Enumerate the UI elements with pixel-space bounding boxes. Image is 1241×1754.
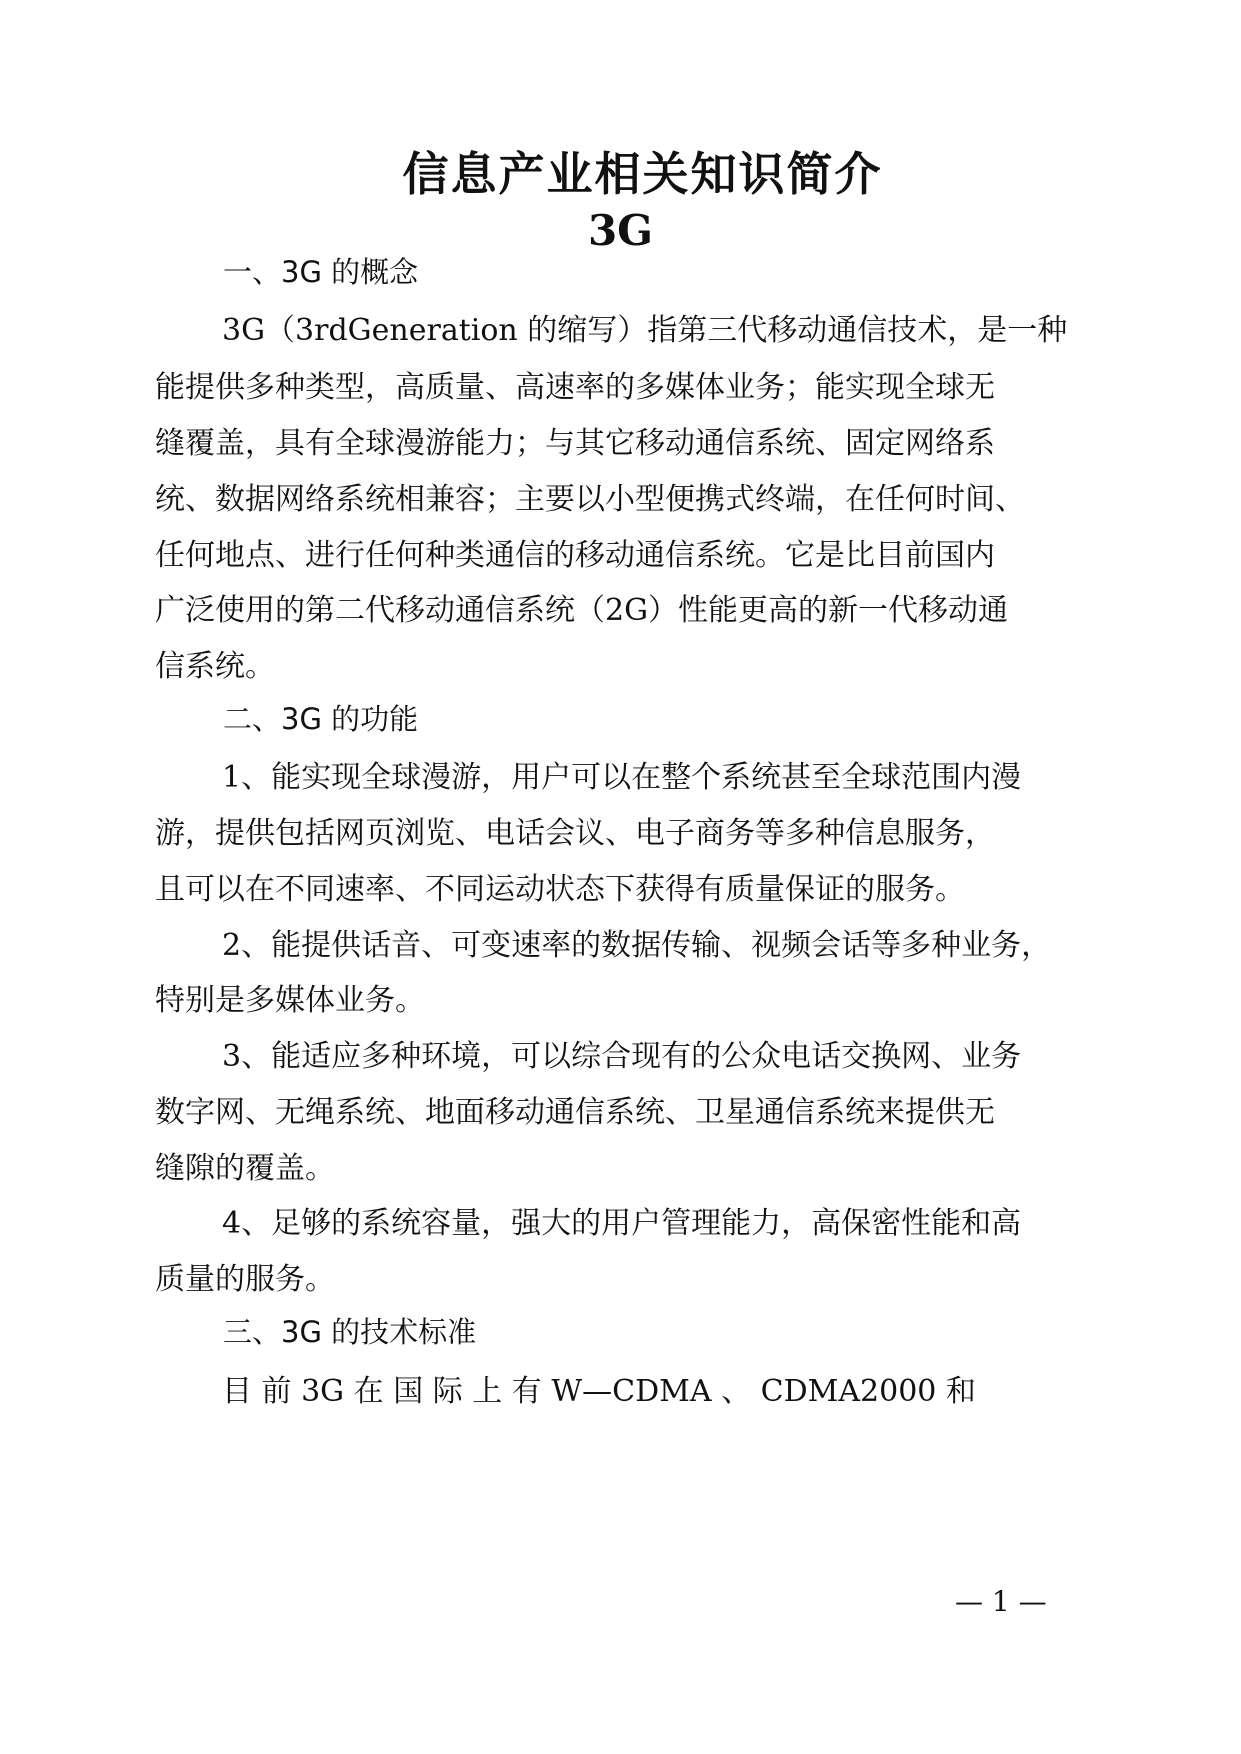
list-item-line: 游，提供包括网页浏览、电话会议、电子商务等多种信息服务，	[155, 816, 995, 851]
document-subtitle: 3G	[587, 206, 654, 255]
section-heading-standards: 三、3G 的技术标准	[223, 1315, 477, 1349]
document-title: 信息产业相关知识简介	[402, 147, 883, 201]
paragraph-line: 广泛使用的第二代移动通信系统（2G）性能更高的新一代移动通	[155, 593, 1009, 628]
list-item-line: 1、能实现全球漫游，用户可以在整个系统甚至全球范围内漫	[222, 760, 1022, 795]
list-item-line: 且可以在不同速率、不同运动状态下获得有质量保证的服务。	[155, 872, 965, 907]
list-item-line: 特别是多媒体业务。	[155, 983, 425, 1018]
list-item-line: 4、足够的系统容量，强大的用户管理能力，高保密性能和高	[222, 1206, 1022, 1241]
section-heading-functions: 二、3G 的功能	[223, 702, 419, 736]
paragraph-line: 缝覆盖，具有全球漫游能力；与其它移动通信系统、固定网络系	[155, 426, 995, 461]
paragraph-line: 能提供多种类型，高质量、高速率的多媒体业务；能实现全球无	[155, 370, 995, 405]
list-item-line: 缝隙的覆盖。	[155, 1151, 335, 1186]
page-number: — 1 —	[955, 1585, 1047, 1618]
paragraph-line: 统、数据网络系统相兼容；主要以小型便携式终端，在任何时间、	[155, 482, 1025, 517]
paragraph-line: 目 前 3G 在 国 际 上 有 W—CDMA 、 CDMA2000 和	[222, 1374, 976, 1409]
paragraph-line: 3G（3rdGeneration 的缩写）指第三代移动通信技术，是一种	[222, 313, 1068, 348]
list-item-line: 数字网、无绳系统、地面移动通信系统、卫星通信系统来提供无	[155, 1095, 995, 1130]
paragraph-line: 信系统。	[155, 649, 275, 684]
list-item-line: 质量的服务。	[155, 1262, 335, 1297]
paragraph-line: 任何地点、进行任何种类通信的移动通信系统。它是比目前国内	[155, 538, 995, 573]
list-item-line: 3、能适应多种环境，可以综合现有的公众电话交换网、业务	[222, 1039, 1022, 1074]
section-heading-concept: 一、3G 的概念	[223, 255, 419, 289]
list-item-line: 2、能提供话音、可变速率的数据传输、视频会话等多种业务，	[222, 928, 1052, 963]
